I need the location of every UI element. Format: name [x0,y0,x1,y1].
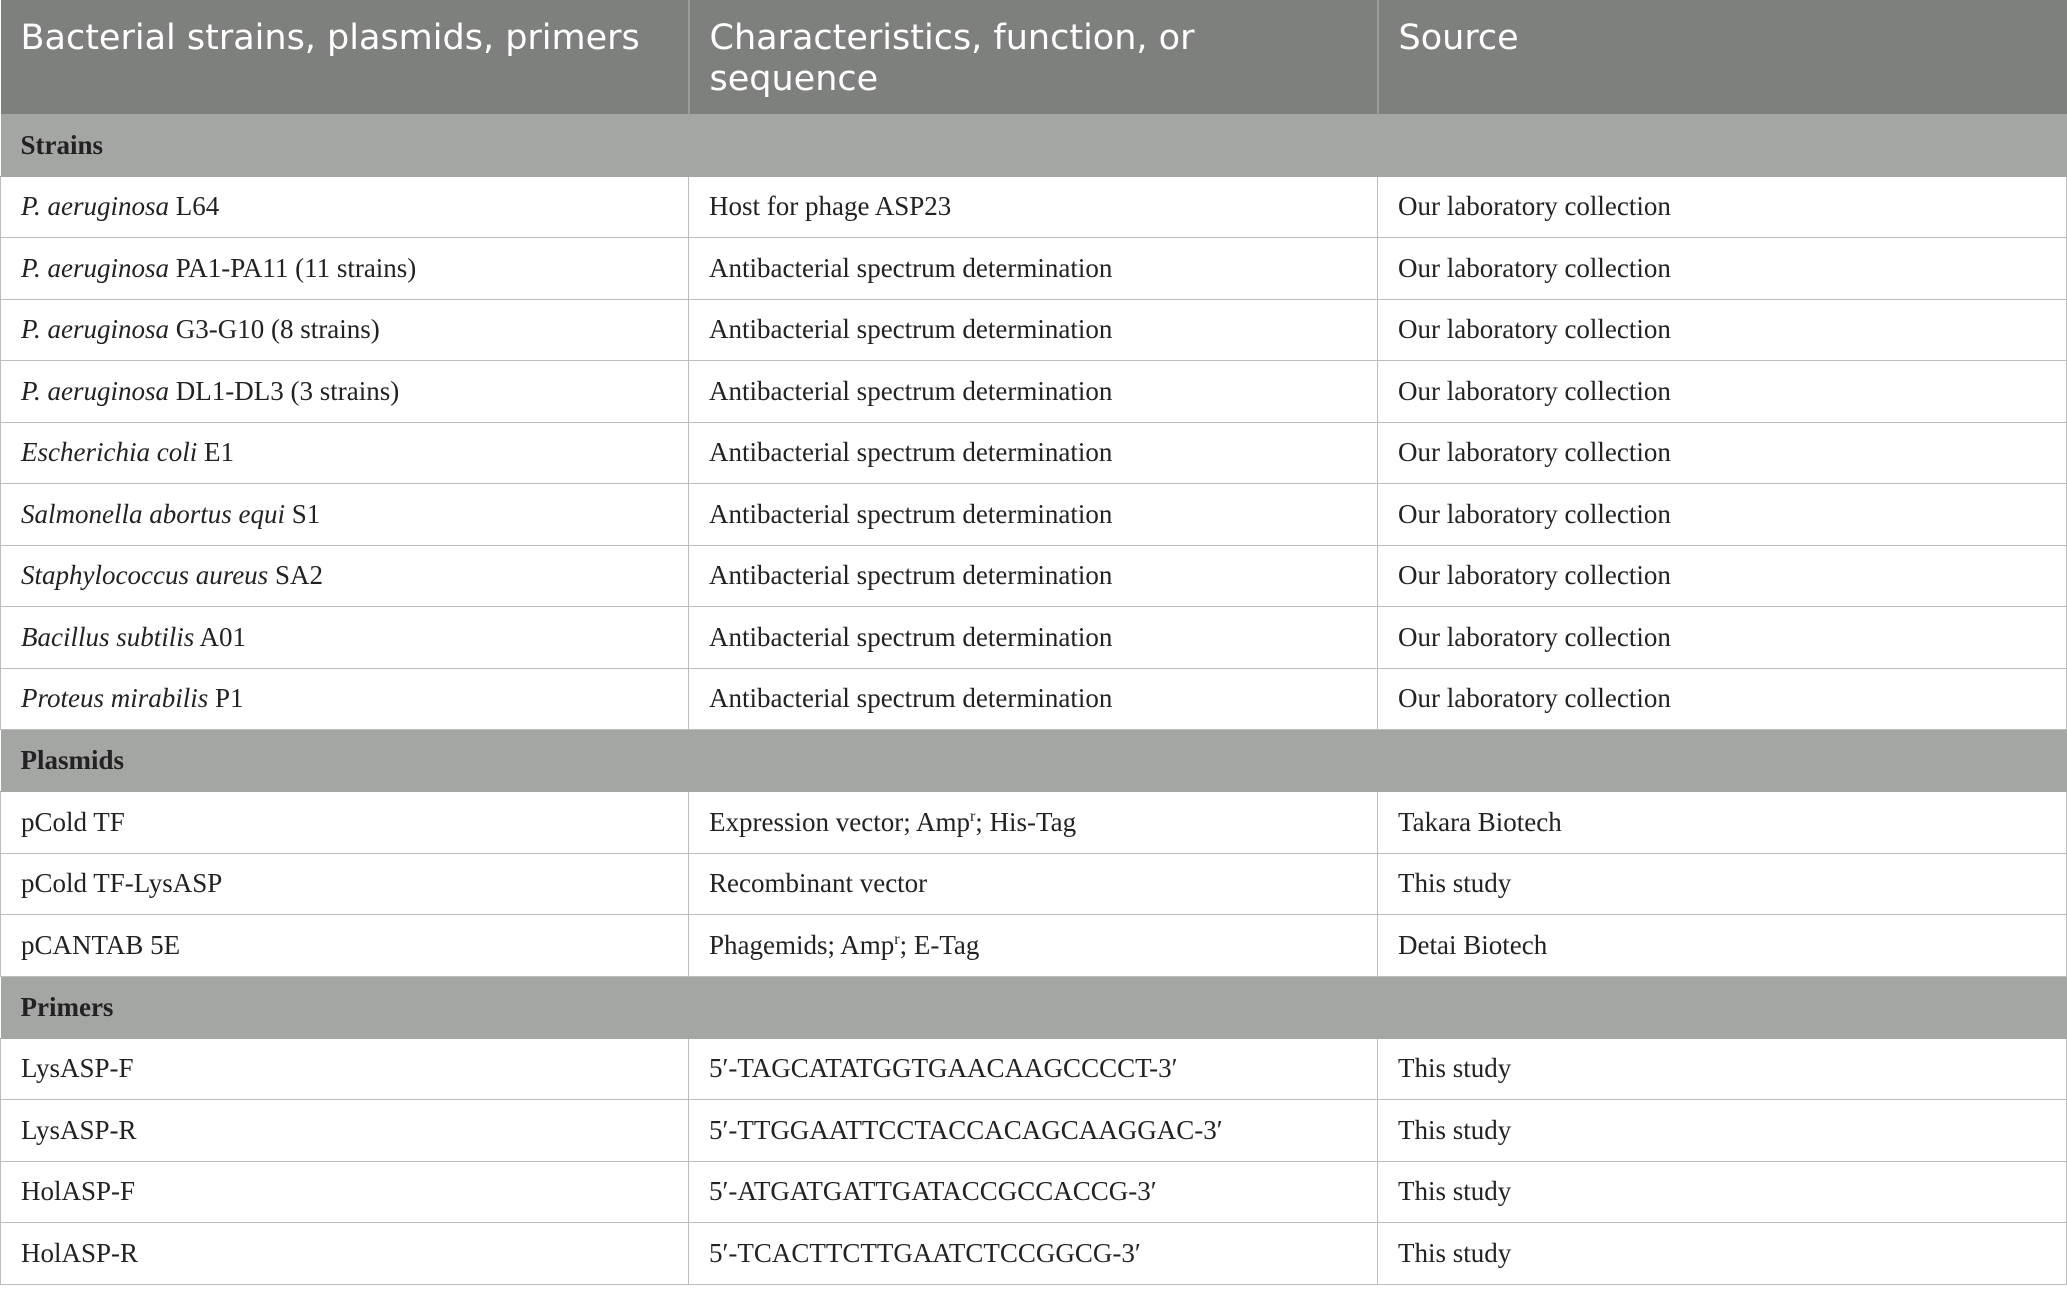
species-name: P. aeruginosa [21,252,170,283]
characteristics-cell [689,853,1378,915]
source-cell: This study [1378,1161,2067,1223]
strain-id: PA1-PA11 (11 strains) [169,252,417,283]
section-row-plasmids [1,730,2067,792]
source-cell: Our laboratory collection [1378,299,2067,361]
table-row [1,1100,2067,1162]
strain-name-cell [1,238,689,300]
strain-id: A01 [194,621,247,652]
sequence-cell: 5′-TTGGAATTCCTACCACAGCAAGGAC-3′ [689,1100,1378,1162]
table-row [1,361,2067,423]
section-row-strains [1,114,2067,176]
header-source: Source [1378,0,2067,114]
strain-id: P1 [208,683,244,714]
source-cell: Our laboratory collection [1378,545,2067,607]
desc-text: Recombinant vector [709,868,928,899]
resistance-superscript: r [894,930,900,948]
table-row [1,1038,2067,1100]
source-cell: Our laboratory collection [1378,361,2067,423]
source-cell: Our laboratory collection [1378,607,2067,669]
table-header [1,0,2067,114]
species-name: P. aeruginosa [21,375,170,406]
source-cell: Our laboratory collection [1378,484,2067,546]
characteristics-cell: Antibacterial spectrum determination [689,361,1378,423]
source-cell: Our laboratory collection [1378,422,2067,484]
source-cell: This study [1378,1223,2067,1285]
characteristics-cell [689,915,1378,977]
strain-name-cell [1,668,689,730]
strain-name-cell [1,361,689,423]
primer-name-cell: LysASP-R [1,1100,689,1162]
species-name: P. aeruginosa [21,314,170,345]
section-title: Plasmids [1,730,2067,792]
characteristics-cell: Antibacterial spectrum determination [689,545,1378,607]
table-row [1,1161,2067,1223]
species-name: Staphylococcus aureus [21,560,269,591]
strain-id: SA2 [268,560,323,591]
source-cell: Our laboratory collection [1378,176,2067,238]
desc-text-end: ; His-Tag [975,806,1077,837]
species-name: P. aeruginosa [21,191,170,222]
desc-text: Expression vector; Amp [709,806,970,837]
characteristics-cell: Antibacterial spectrum determination [689,422,1378,484]
sequence-cell: 5′-TCACTTCTTGAATCTCCGGCG-3′ [689,1223,1378,1285]
characteristics-cell: Antibacterial spectrum determination [689,299,1378,361]
table-row [1,484,2067,546]
table-row [1,422,2067,484]
section-title: Strains [1,114,2067,176]
section-title: Primers [1,976,2067,1038]
strain-name-cell [1,484,689,546]
characteristics-cell: Host for phage ASP23 [689,176,1378,238]
species-name: Proteus mirabilis [21,683,209,714]
strain-id: L64 [169,191,220,222]
plasmid-name-cell: pCold TF-LysASP [1,853,689,915]
table-row [1,238,2067,300]
characteristics-cell: Antibacterial spectrum determination [689,607,1378,669]
desc-text-end: ; E-Tag [899,929,980,960]
source-cell: This study [1378,1100,2067,1162]
table-row [1,176,2067,238]
desc-text: Phagemids; Amp [709,929,895,960]
primer-name-cell: HolASP-F [1,1161,689,1223]
strain-name-cell [1,607,689,669]
strain-name-cell [1,422,689,484]
table-row [1,915,2067,977]
strain-id: DL1-DL3 (3 strains) [169,375,400,406]
characteristics-cell: Antibacterial spectrum determination [689,668,1378,730]
strain-id: G3-G10 (8 strains) [169,314,380,345]
resistance-superscript: r [969,807,976,825]
strain-name-cell [1,299,689,361]
strain-name-cell [1,176,689,238]
strain-id: S1 [285,498,321,529]
source-cell: Our laboratory collection [1378,238,2067,300]
strain-name-cell [1,545,689,607]
header-strains-plasmids-primers: Bacterial strains, plasmids, primers [1,0,689,114]
table-row [1,1223,2067,1285]
characteristics-cell: Antibacterial spectrum determination [689,238,1378,300]
header-characteristics: Characteristics, function, or sequence [689,0,1378,114]
table-row [1,545,2067,607]
strain-id: E1 [197,437,234,468]
plasmid-name-cell: pCold TF [1,792,689,854]
source-cell: Takara Biotech [1378,792,2067,854]
source-cell: This study [1378,853,2067,915]
characteristics-cell: Antibacterial spectrum determination [689,484,1378,546]
species-name: Bacillus subtilis [21,621,195,652]
plasmid-name-cell: pCANTAB 5E [1,915,689,977]
section-row-primers [1,976,2067,1038]
source-cell: Our laboratory collection [1378,668,2067,730]
table-row [1,853,2067,915]
source-cell: This study [1378,1038,2067,1100]
species-name: Salmonella abortus equi [21,498,285,529]
table-row [1,668,2067,730]
table-row [1,299,2067,361]
primer-name-cell: LysASP-F [1,1038,689,1100]
source-cell: Detai Biotech [1378,915,2067,977]
table-row [1,792,2067,854]
sequence-cell: 5′-ATGATGATTGATACCGCCACCG-3′ [689,1161,1378,1223]
primer-name-cell: HolASP-R [1,1223,689,1285]
characteristics-cell [689,792,1378,854]
species-name: Escherichia coli [21,437,198,468]
table-row [1,607,2067,669]
sequence-cell: 5′-TAGCATATGGTGAACAAGCCCCT-3′ [689,1038,1378,1100]
